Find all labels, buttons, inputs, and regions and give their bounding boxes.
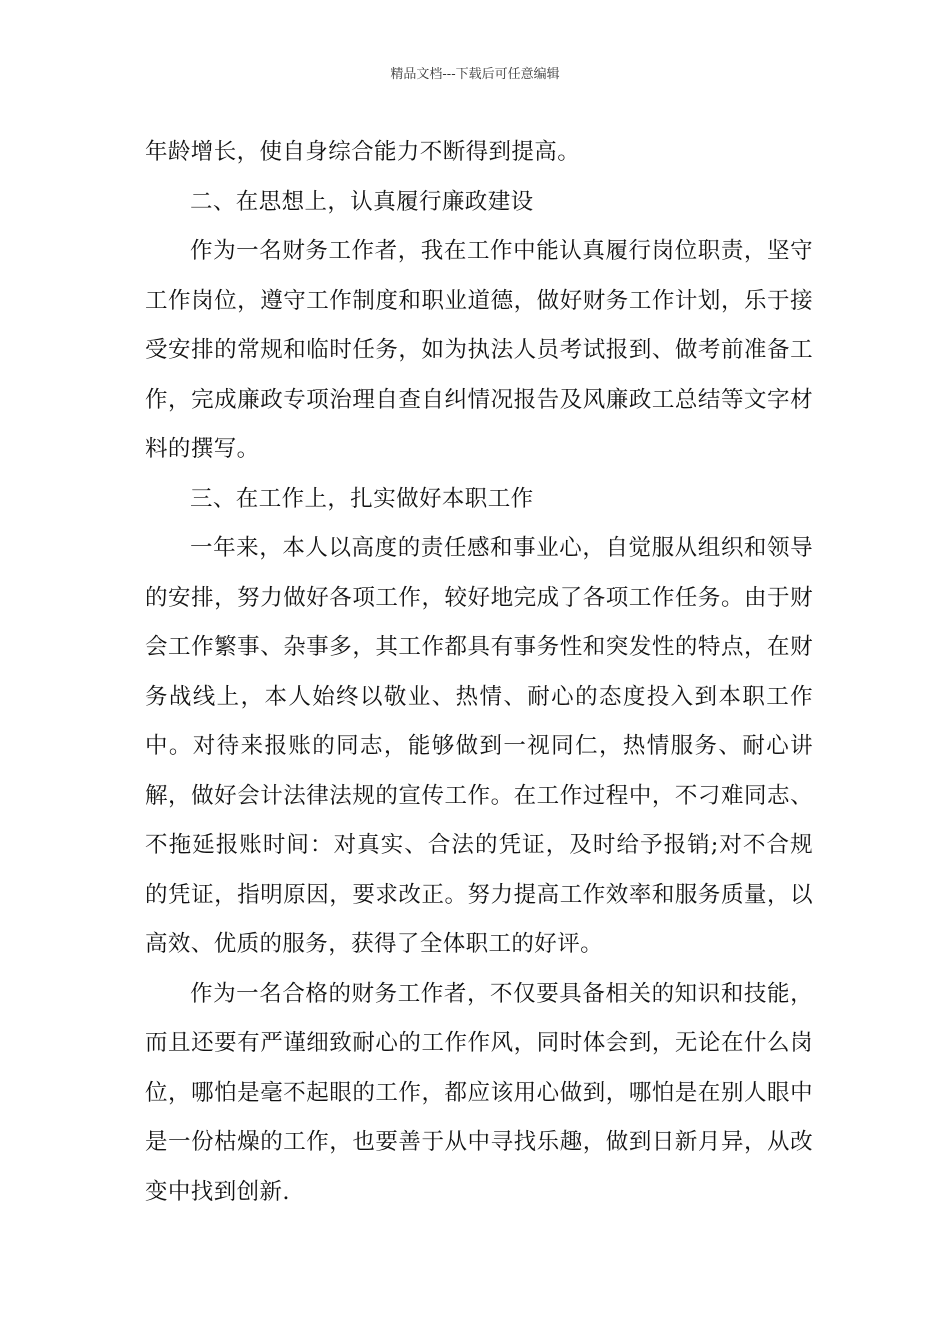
paragraph-3: 一年来，本人以高度的责任感和事业心，自觉服从组织和领导的安排，努力做好各项工作，较好地完成了各项工作任务。由于财会工作繁事、杂事多，其工作都具有事务性和突发性的特点，在财务战线上，本人始终以敬业、热情、耐心的态度投入到本职工作中。对待来报账的同志，能够做到一视同仁，热情服务、耐心讲解，做好会计法律法规的宣传工作。在工作过程中，不刁难同志、不拖延报账时间：对真实、合法的凭证，及时给予报销;对不合规的凭证，指明原因，要求改正。努力提高工作效率和服务质量，以高效、优质的服务，获得了全体职工的好评。 (145, 535, 813, 957)
section-heading-2: 二、在思想上，认真履行廉政建设 (190, 188, 534, 215)
paragraph-4: 作为一名合格的财务工作者，不仅要具备相关的知识和技能，而且还要有严谨细致耐心的工作作风，同时体会到，无论在什么岗位，哪怕是毫不起眼的工作，都应该用心做到，哪怕是在别人眼中是一份枯燥的工作，也要善于从中寻找乐趣，做到日新月异，从改变中找到创新. (145, 980, 813, 1205)
paragraph-2: 作为一名财务工作者，我在工作中能认真履行岗位职责，坚守工作岗位，遵守工作制度和职业道德，做好财务工作计划，乐于接受安排的常规和临时任务，如为执法人员考试报到、做考前准备工作，完成廉政专项治理自查自纠情况报告及风廉政工总结等文字材料的撰写。 (145, 238, 813, 462)
paragraph-1: 年龄增长，使自身综合能力不断得到提高。 (145, 139, 581, 165)
document-body (145, 128, 813, 1217)
page-header: 精品文档---下载后可任意编辑 (390, 67, 560, 82)
section-heading-3: 三、在工作上，扎实做好本职工作 (190, 485, 534, 512)
